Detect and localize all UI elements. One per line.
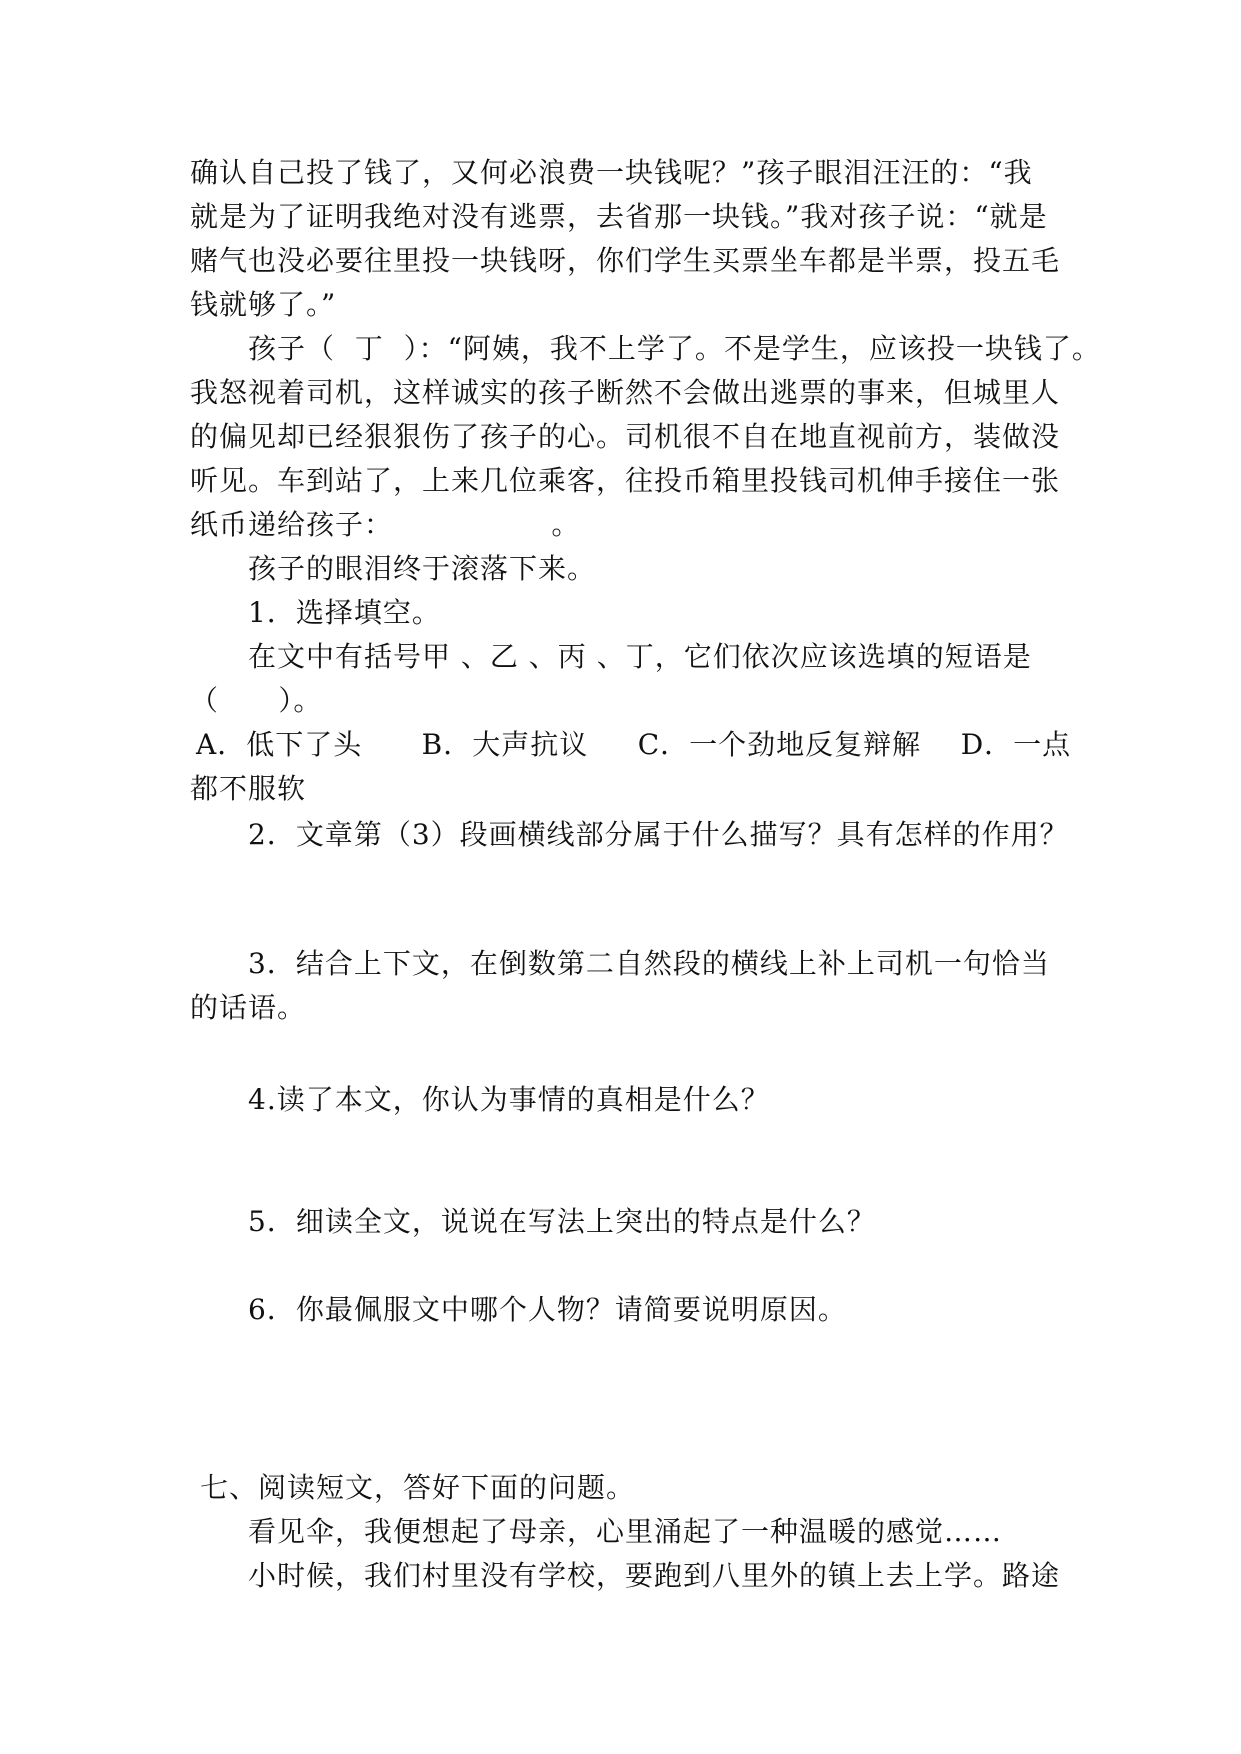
question-2: 2．文章第（3）段画横线部分属于什么描写？具有怎样的作用？ xyxy=(248,818,1069,851)
passage-line-10: 孩子的眼泪终于滚落下来。 xyxy=(248,552,597,585)
passage-line-7: 的偏见却已经狠狠伤了孩子的心。司机很不自在地直视前方，装做没 xyxy=(190,420,1061,453)
question-1-title: 1．选择填空。 xyxy=(248,596,441,629)
question-5: 5．细读全文，说说在写法上突出的特点是什么？ xyxy=(248,1205,876,1238)
section-7-heading: 七、阅读短文，答好下面的问题。 xyxy=(200,1471,636,1504)
question-4: 4.读了本文，你认为事情的真相是什么？ xyxy=(248,1083,770,1116)
question-3-line-2: 的话语。 xyxy=(190,991,307,1024)
question-1-text: 在文中有括号甲 、乙 、丙 、丁，它们依次应该选填的短语是 xyxy=(248,640,1032,673)
question-6: 6．你最佩服文中哪个人物？请简要说明原因。 xyxy=(248,1293,847,1326)
passage-line-5: 孩子（ 丁 ）：“阿姨，我不上学了。不是学生，应该投一块钱了。 xyxy=(248,332,1101,365)
passage-line-4: 钱就够了。” xyxy=(190,288,337,321)
passage-line-3: 赌气也没必要往里投一块钱呀，你们学生买票坐车都是半票，投五毛 xyxy=(190,244,1061,277)
passage-line-1: 确认自己投了钱了，又何必浪费一块钱呢？”孩子眼泪汪汪的：“我 xyxy=(190,156,1033,189)
passage-line-8: 听见。车到站了，上来几位乘客，往投币箱里投钱司机伸手接住一张 xyxy=(190,464,1061,497)
section-7-line-1: 看见伞，我便想起了母亲，心里涌起了一种温暖的感觉…… xyxy=(248,1515,1003,1548)
question-3-line-1: 3．结合上下文，在倒数第二自然段的横线上补上司机一句恰当 xyxy=(248,947,1050,980)
passage-line-2: 就是为了证明我绝对没有逃票，去省那一块钱。”我对孩子说：“就是 xyxy=(190,200,1048,233)
question-1-options: A．低下了头 B．大声抗议 C．一个劲地反复辩解 D．一点 xyxy=(196,728,1072,761)
section-7-line-2: 小时候，我们村里没有学校，要跑到八里外的镇上去上学。路途 xyxy=(248,1559,1061,1592)
passage-line-9: 纸币递给孩子： 。 xyxy=(190,508,581,541)
passage-line-6: 我怒视着司机，这样诚实的孩子断然不会做出逃票的事来，但城里人 xyxy=(190,376,1061,409)
question-1-options-cont: 都不服软 xyxy=(190,772,307,805)
question-1-answer-blank: （ ）。 xyxy=(190,684,323,717)
